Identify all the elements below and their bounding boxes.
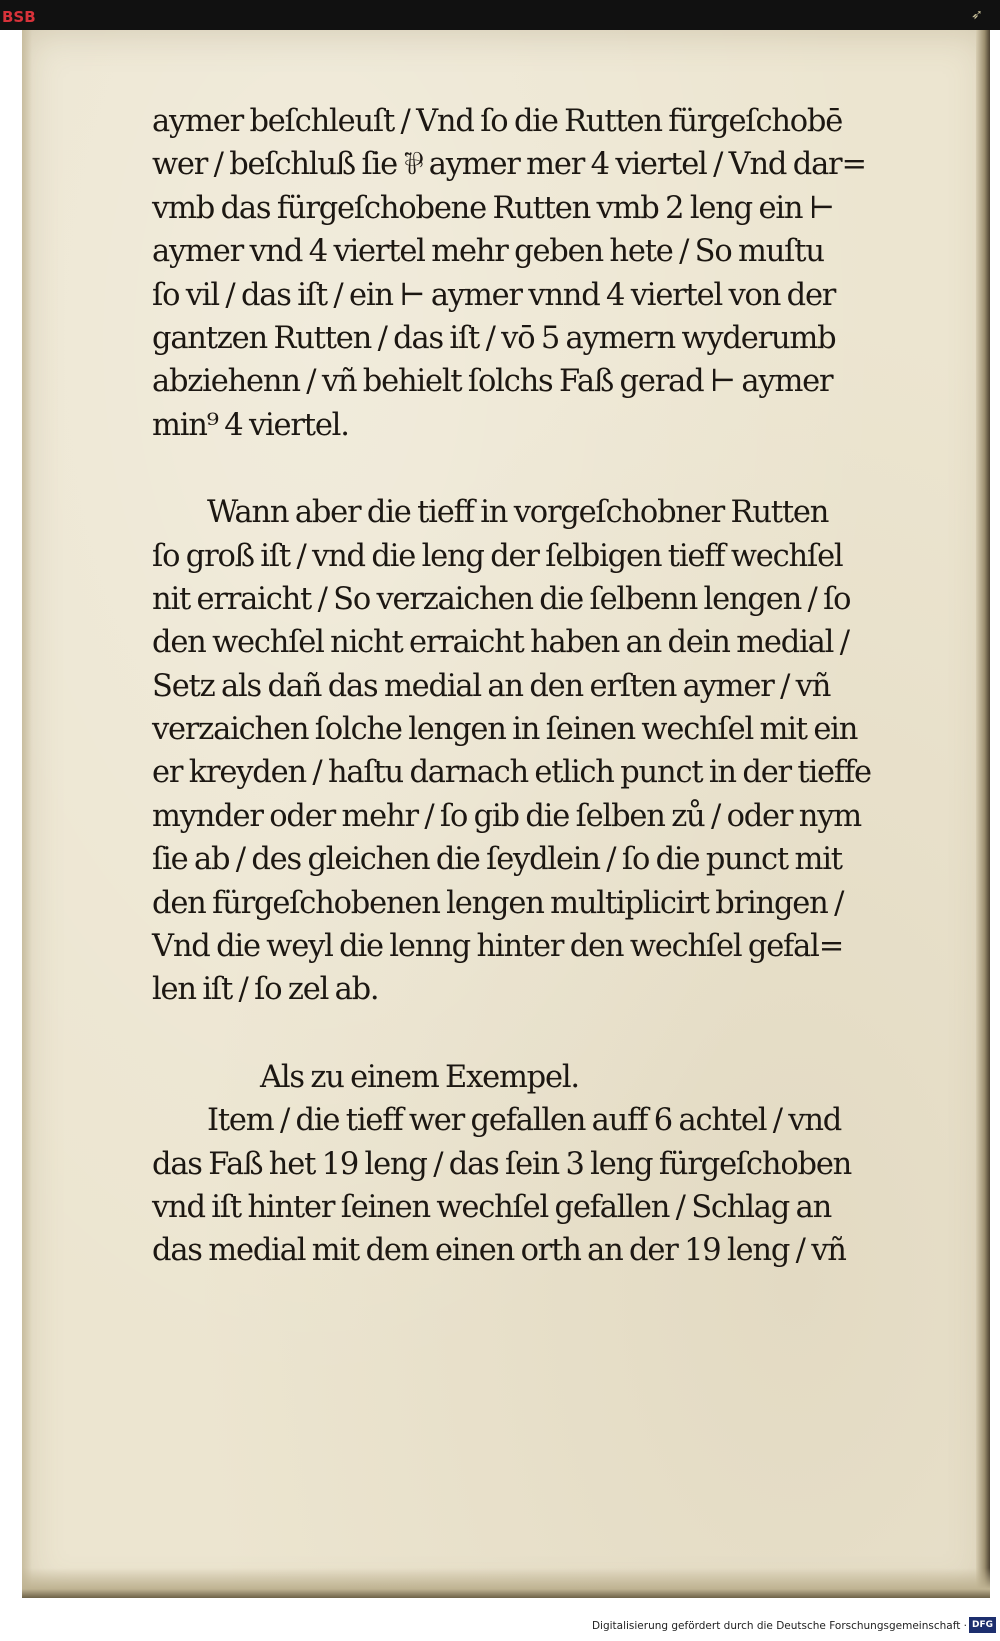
text-line: Setz als dañ das medial an den erſten aymer / vñ	[152, 668, 831, 704]
page-bottom-edge	[22, 1568, 990, 1598]
text-line: ſo groß iſt / vnd die leng der ſelbigen tieff wechſel	[152, 538, 843, 574]
paragraph-gap	[152, 1012, 912, 1056]
dfg-logo: DFG	[969, 1617, 996, 1633]
text-line: Wann aber die tieff in vorgeſchobner Rutten	[207, 495, 829, 531]
top-band	[0, 0, 1000, 30]
text-line: vnd iſt hinter ſeinen wechſel gefallen / Schlag an	[152, 1189, 832, 1225]
text-line: aymer vnd 4 viertel mehr geben hete / So muſtu	[152, 234, 824, 270]
text-line: nit erraicht / So verzaichen die ſelbenn lengen / ſo	[152, 581, 851, 617]
page-text	[152, 100, 912, 1273]
text-line: verzaichen ſolche lengen in ſeinen wechſel mit ein	[152, 712, 858, 748]
text-line: ſie ab / des gleichen die ſeydlein / ſo die punct mit	[152, 842, 842, 878]
text-line: das Faß het 19 leng / das ſein 3 leng fürgeſchoben	[152, 1146, 852, 1182]
page-corner-icon: ➶	[971, 7, 983, 23]
text-line: len iſt / ſo zel ab.	[152, 972, 379, 1008]
book-page	[22, 30, 990, 1598]
text-line: Item / die tieff wer gefallen auff 6 achtel / vnd	[207, 1103, 842, 1139]
page-right-edge	[976, 30, 990, 1598]
text-line: Vnd die weyl die lenng hinter den wechſel gefal=	[152, 929, 844, 965]
text-line: vmb das fürgeſchobene Rutten vmb 2 leng ein ⊢	[152, 190, 834, 226]
text-line: das medial mit dem einen orth an der 19 leng / vñ	[152, 1233, 846, 1269]
text-line: min⁹ 4 viertel.	[152, 407, 349, 443]
text-line: abziehenn / vñ behielt ſolchs Faß gerad ⊢ aymer	[152, 364, 833, 400]
bsb-logo: BSB	[2, 8, 36, 26]
footer	[0, 1598, 1000, 1641]
text-line: wer / beſchluß ſie ⅌ aymer mer 4 viertel / Vnd dar=	[152, 147, 866, 183]
page-left-edge	[22, 30, 32, 1598]
funding-note: Digitalisierung gefördert durch die Deutsche Forschungsgemeinschaft ·	[591, 1620, 967, 1632]
section-heading: Als zu einem Exempel.	[260, 1059, 579, 1095]
text-line: er kreyden / haſtu darnach etlich punct in der tieffe	[152, 755, 871, 791]
paragraph-gap	[152, 447, 912, 491]
text-line: den fürgeſchobenen lengen multiplicirt bringen /	[152, 885, 844, 921]
text-line: mynder oder mehr / ſo gib die ſelben zů / oder nym	[152, 798, 861, 834]
text-line: gantzen Rutten / das iſt / vō 5 aymern wyderumb	[152, 320, 836, 356]
text-line: den wechſel nicht erraicht haben an dein medial /	[152, 625, 849, 661]
text-line: ſo vil / das iſt / ein ⊢ aymer vnnd 4 viertel von der	[152, 277, 836, 313]
text-line: aymer beſchleuſt / Vnd ſo die Rutten fürgeſchobē	[152, 104, 843, 139]
